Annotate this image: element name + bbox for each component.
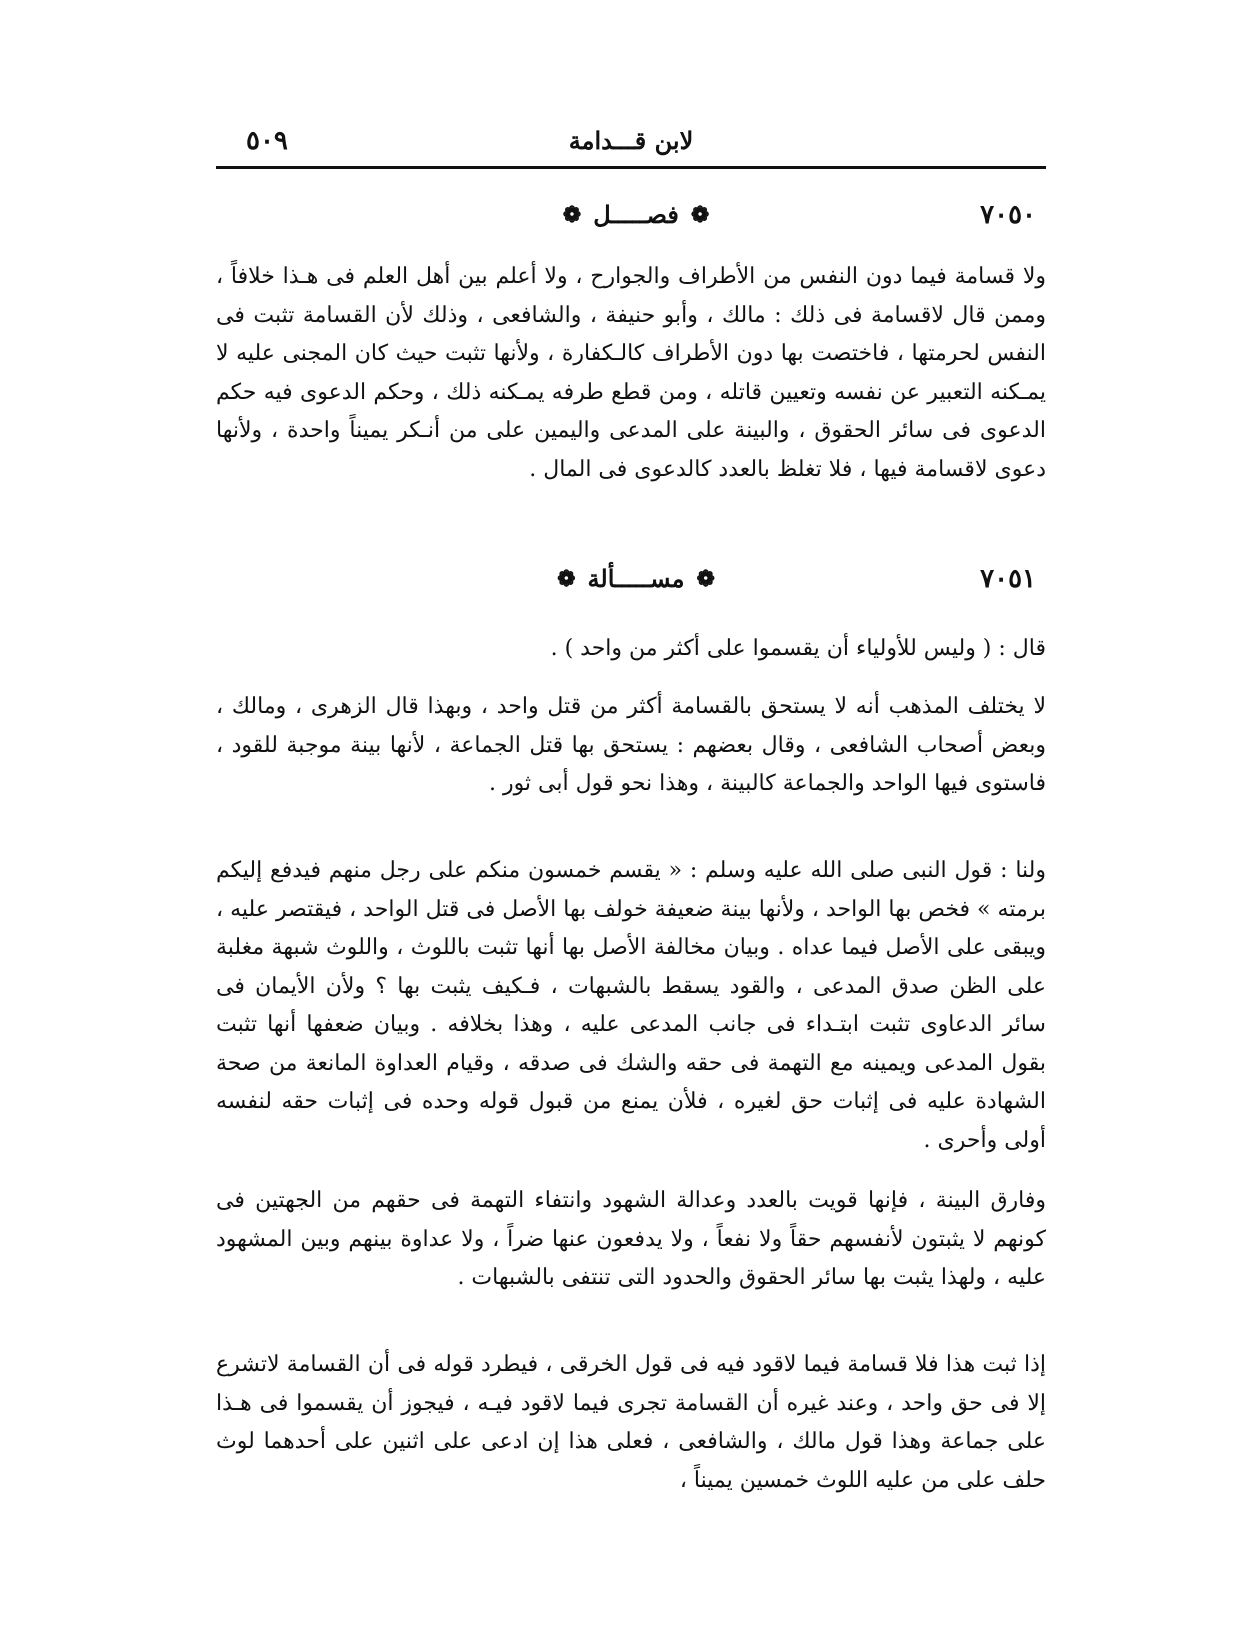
header-rule xyxy=(216,166,1046,169)
page-number: ٥٠٩ xyxy=(246,126,288,156)
section-heading-masala xyxy=(216,564,1046,604)
section-number: ٧٠٥٠ xyxy=(980,200,1036,230)
section-title xyxy=(516,564,756,593)
ornament-left-icon: ❁ xyxy=(562,201,582,228)
page-header xyxy=(216,126,1046,160)
paragraph-1: ولا قسامة فيما دون النفس من الأطراف والجوارح ، ولا أعلم بين أهل العلم فى هـذا خلافاً ، وممن قال لاقسامة فى ذلك : مالك ، وأبو حنيفة ، والشافعى ، وذلك لأن القسامة تثبت فى النفس لحرمتها ، فاختصت بها دون الأطراف كالـكفارة ، ولأنها تثبت حيث كان المجنى عليه لا يمـكنه التعبير عن نفسه وتعيين قاتله ، ومن قطع طرفه يمـكنه ذلك ، وحكم الدعوى فيه حكم الدعوى فى سائر الحقوق ، والبينة على المدعى واليمين على من أنـكر يميناً واحدة ، ولأنها دعوى لاقسامة فيها ، فلا تغلظ بالعدد كالدعوى فى المال . xyxy=(216,264,1046,482)
section-title xyxy=(516,200,756,229)
section-title-text: مســـــألة xyxy=(587,564,685,593)
section-title-text: فصـــــل xyxy=(593,200,679,229)
ornament-left-icon: ❁ xyxy=(557,565,576,592)
paragraph-6: إذا ثبت هذا فلا قسامة فيما لاقود فيه فى قول الخرقى ، فيطرد قوله فى أن القسامة لاتشرع إلا فى حق واحد ، وعند غيره أن القسامة تجرى فيما لاقود فيـه ، فيجوز أن يقسموا فى هـذا على جماعة وهذا قول مالك ، والشافعى ، فعلى هذا إن ادعى على اثنين على أحدهما لوث حلف على من عليه اللوث خمسين يميناً ، xyxy=(216,1352,1046,1493)
section-heading-fasl xyxy=(216,200,1046,240)
ornament-right-icon: ❁ xyxy=(696,565,715,592)
paragraph-3: لا يختلف المذهب أنه لا يستحق بالقسامة أكثر من قتل واحد ، وبهذا قال الزهرى ، ومالك ، وبعض أصحاب الشافعى ، وقال بعضهم : يستحق بها قتل الجماعة ، لأنها بينة موجبة للقود ، فاستوى فيها الواحد والجماعة كالبينة ، وهذا نحو قول أبى ثور . xyxy=(216,694,1047,796)
ornament-right-icon: ❁ xyxy=(690,201,710,228)
paragraph-5: وفارق البينة ، فإنها قويت بالعدد وعدالة الشهود وانتفاء التهمة فى حقهم من الجهتين فى كونهم لا يثبتون لأنفسهم حقاً ولا نفعاً ، ولا يدفعون عنها ضراً ، ولا عداوة بينهم وبين المشهود عليه ، ولهذا يثبت بها سائر الحقوق والحدود التى تنتفى بالشبهات . xyxy=(216,1188,1046,1290)
paragraph-2: قال : ( وليس للأولياء أن يقسموا على أكثر من واحد ) . xyxy=(550,636,1046,661)
paragraph-4: ولنا : قول النبى صلى الله عليه وسلم : « يقسم خمسون منكم على رجل منهم فيدفع إليكم برمته » فخص بها الواحد ، ولأنها بينة ضعيفة خولف بها الأصل فى قتل الواحد ، فيقتصر عليه ، ويبقى على الأصل فيما عداه . وبيان مخالفة الأصل بها أنها تثبت باللوث ، واللوث شبهة مغلبة على الظن صدق المدعى ، والقود يسقط بالشبهات ، فـكيف يثبت بها ؟ ولأن الأيمان فى سائر الدعاوى تثبت ابتـداء فى جانب المدعى عليه ، وهذا بخلافه . وبيان ضعفها أنها تثبت بقول المدعى ويمينه مع التهمة فى حقه والشك فى صدقه ، وقيام العداوة المانعة من صحة الشهادة عليه فى إثبات حق لغيره ، فلأن يمنع من قبول قوله وحده فى إثبات حقه لنفسه أولى وأحرى . xyxy=(216,858,1046,1153)
running-title: لابن قـــدامة xyxy=(568,126,694,155)
section-number: ٧٠٥١ xyxy=(980,564,1036,594)
